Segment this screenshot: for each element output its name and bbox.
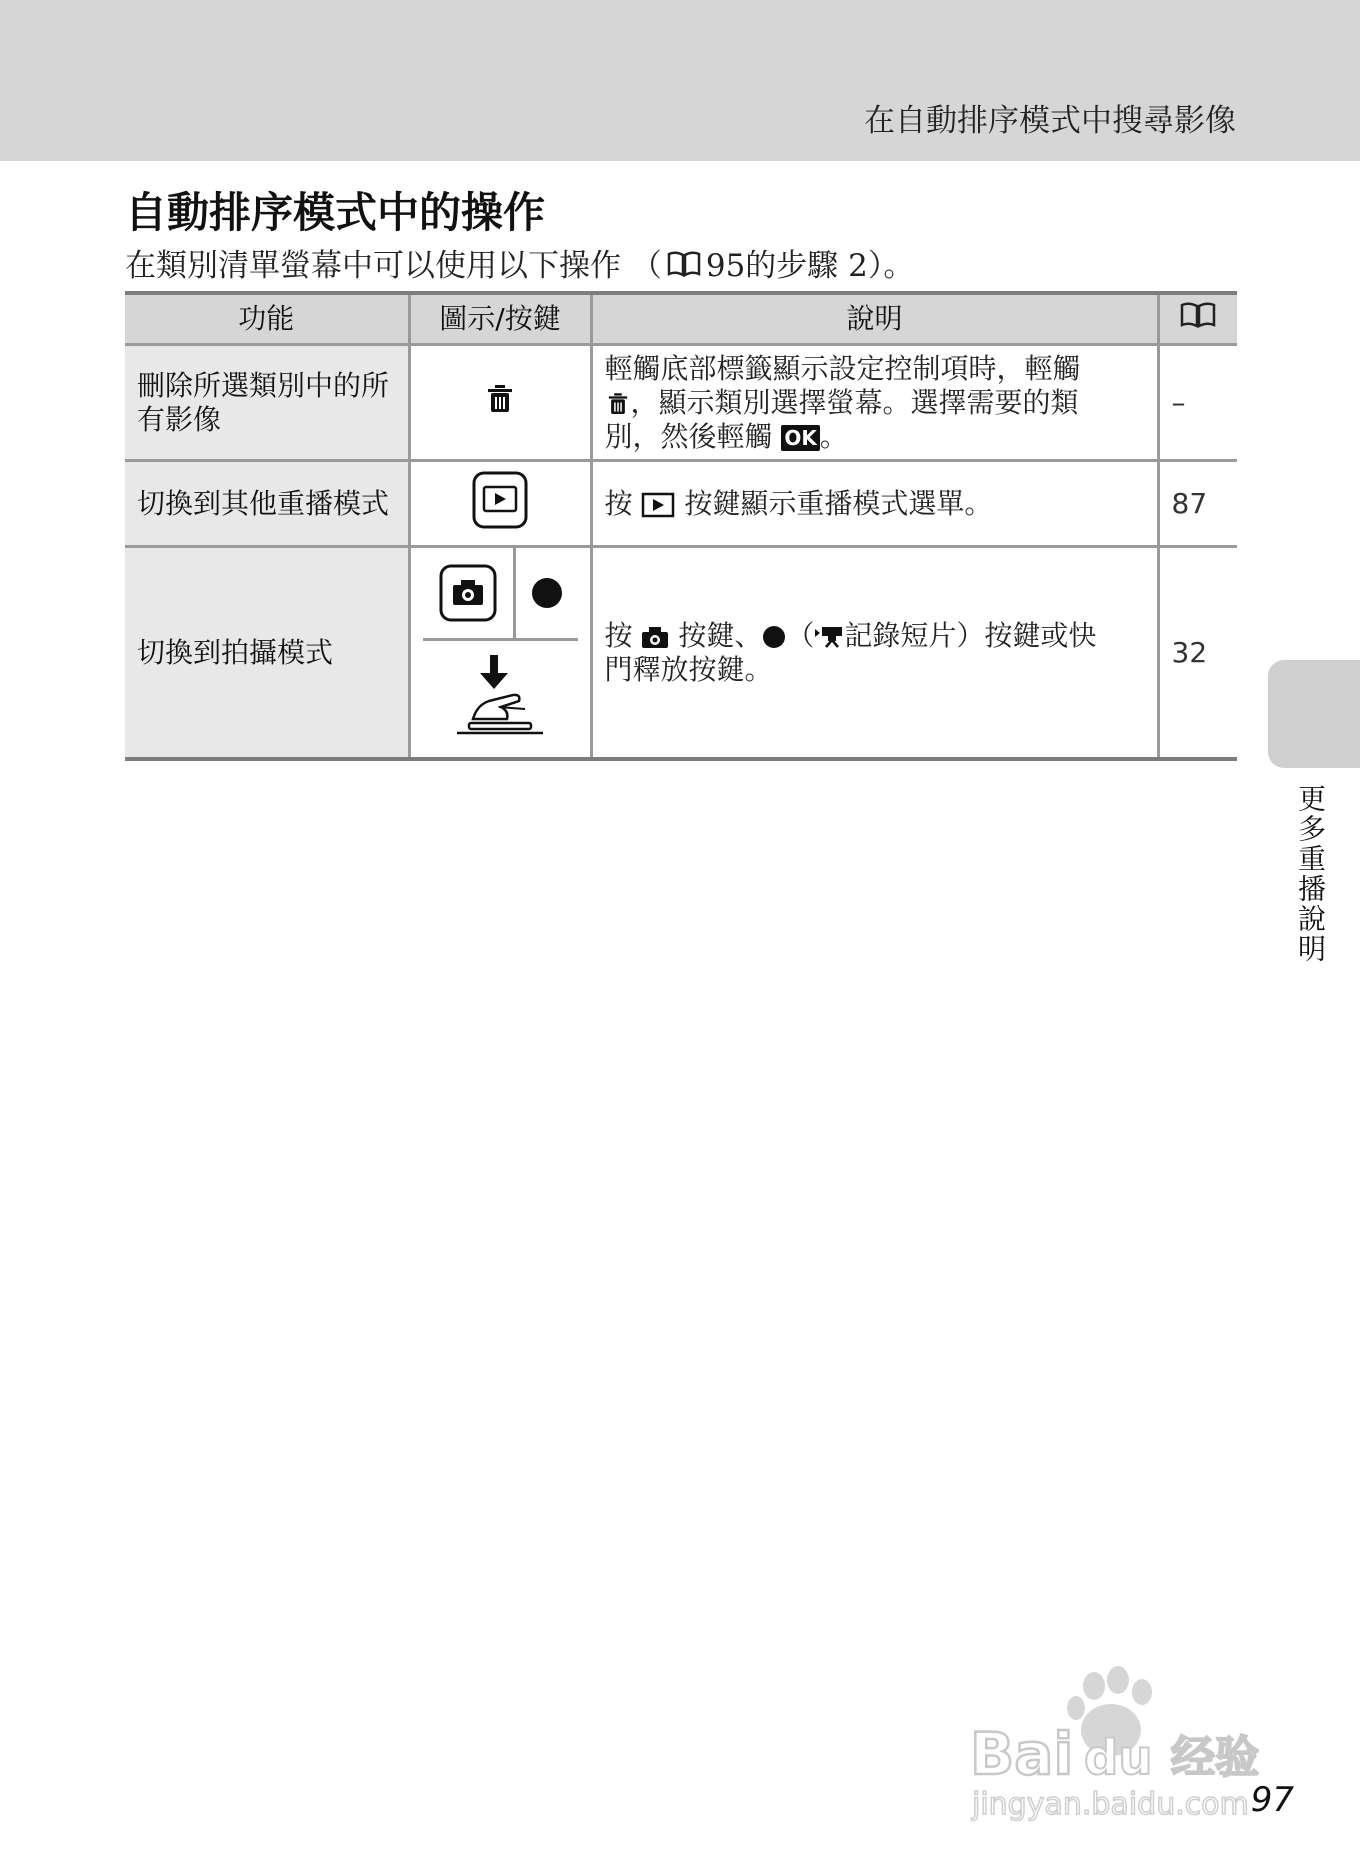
page-reference: 32 [1158,547,1237,760]
watermark-cn: 经验 [1171,1732,1259,1783]
description-line-with-icons [605,619,1145,653]
baidu-jingyan-watermark [966,1664,1276,1824]
page-reference: 87 [1158,461,1237,547]
shutter-release-box [423,641,578,757]
header-description: 說明 [591,293,1158,345]
camera-button-box [423,548,516,638]
record-button-icon [530,576,564,610]
ok-icon: OK [781,425,820,451]
header-function: 功能 [125,293,409,345]
book-reference-icon [666,250,702,286]
camera-icon [641,625,669,649]
table-header-row [125,293,1237,345]
icon-cell [409,345,591,461]
operations-table [125,291,1237,761]
watermark-brand: Bai [970,1720,1074,1788]
intro-text [125,240,914,286]
shutter-release-button-icon [455,649,545,749]
header-icon-button: 圖示/按鍵 [409,293,591,345]
page-reference: – [1158,345,1237,461]
description-text: 按鍵顯示重播模式選單。 [684,486,993,520]
watermark-url: jingyan.baidu.com [972,1787,1249,1822]
description-line: 門釋放按鍵。 [604,652,773,686]
icon-cell [409,547,591,760]
header-reference [1158,293,1237,345]
description-text: ，顯示類別選擇螢幕。選擇需要的類 [630,385,1079,419]
description-text: （ [786,618,815,652]
description-line: 輕觸底部標籤顯示設定控制項時，輕觸 [604,351,1081,385]
side-tab-label: 更多重播說明 [1294,784,1327,964]
playback-button-icon [471,470,529,530]
description-text: 。 [819,419,848,453]
description-text: 別，然後輕觸 [604,419,773,453]
function-cell: 切換到其他重播模式 [125,461,409,547]
movie-record-icon [814,625,844,649]
description-cell [591,547,1158,760]
table-row [125,461,1237,547]
icon-cell [409,461,591,547]
description-text: 記錄短片）按鍵或快 [844,618,1097,652]
function-cell: 刪除所選類別中的所有影像 [125,345,409,461]
delete-category-icon [483,382,517,416]
record-dot-icon [762,625,786,649]
book-reference-icon [1178,301,1218,329]
intro-reference: 95的步驟 2）。 [705,248,915,284]
description-line-with-icon [605,420,1145,454]
page-number: 97 [1250,1780,1294,1820]
description-text: 按鍵、 [678,618,763,652]
playback-icon [641,492,675,518]
description-line-with-icon [605,386,1145,420]
running-header: 在自動排序模式中搜尋影像 [864,103,1236,139]
delete-category-icon [605,391,631,417]
watermark-brand-du: du [1084,1730,1153,1786]
shooting-buttons [423,548,578,641]
description-text: 按 [604,618,633,652]
intro-before: 在類別清單螢幕中可以使用以下操作 （ [125,248,662,284]
table-row [125,345,1237,461]
description-cell [591,461,1158,547]
record-button-box [516,548,578,638]
function-cell: 切換到拍攝模式 [125,547,409,760]
side-tab [1268,660,1360,768]
description-text: 按 [604,486,633,520]
section-title: 自動排序模式中的操作 [125,188,546,237]
camera-button-icon [438,563,498,623]
description-cell [591,345,1158,461]
table-row [125,547,1237,760]
